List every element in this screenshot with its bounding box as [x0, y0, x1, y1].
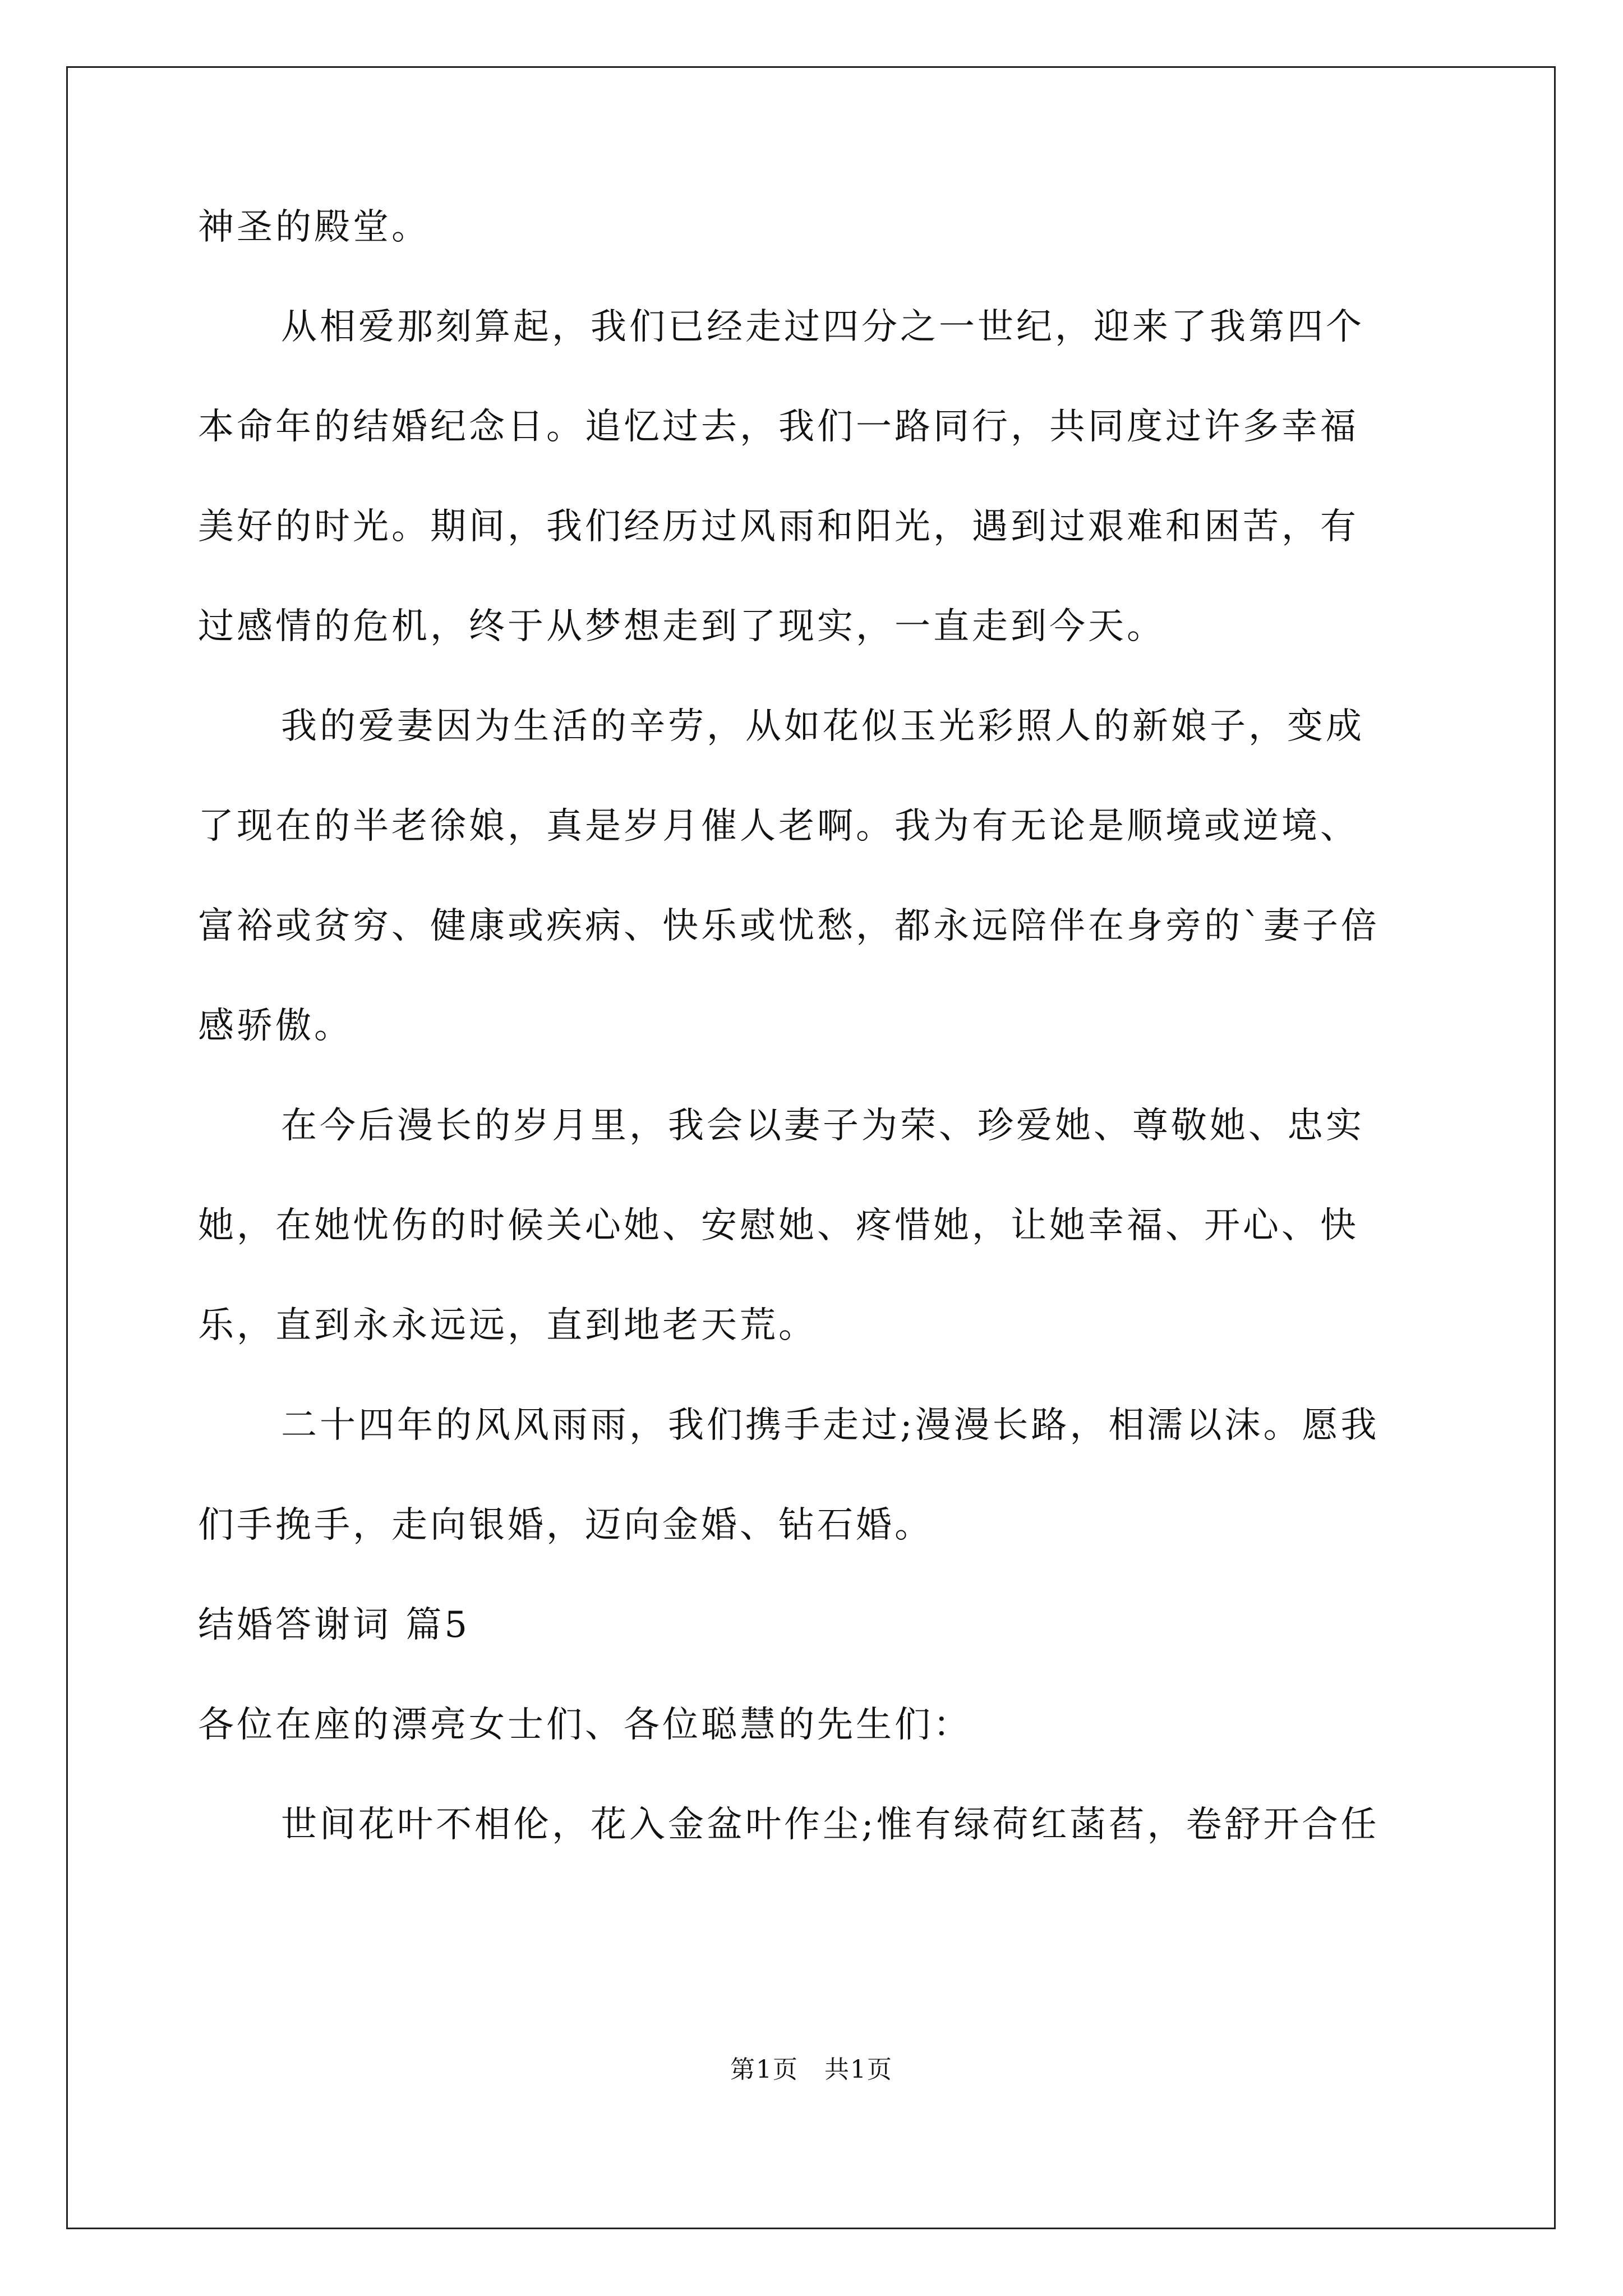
section-heading: 结婚答谢词 篇5 [198, 1604, 471, 1646]
text-line: 乐，直到永永远远，直到地老天荒。 [198, 1305, 817, 1346]
text-line: 富裕或贫穷、健康或疾病、快乐或忧愁，都永远陪伴在身旁的`妻子倍 [198, 905, 1380, 947]
salutation-line: 各位在座的漂亮女士们、各位聪慧的先生们： [198, 1704, 972, 1746]
paragraph-line: 二十四年的风风雨雨，我们携手走过;漫漫长路，相濡以沫。愿我 [281, 1405, 1380, 1446]
text-line: 神圣的殿堂。 [198, 206, 430, 248]
paragraph-line: 在今后漫长的岁月里，我会以妻子为荣、珍爱她、尊敬她、忠实 [281, 1105, 1364, 1147]
page-footer: 第1页 共1页 [730, 2055, 893, 2084]
text-line: 美好的时光。期间，我们经历过风雨和阳光，遇到过艰难和困苦，有 [198, 506, 1359, 547]
paragraph-line: 从相爱那刻算起，我们已经走过四分之一世纪，迎来了我第四个 [281, 306, 1364, 348]
text-line: 她，在她忧伤的时候关心她、安慰她、疼惜她，让她幸福、开心、快 [198, 1205, 1359, 1246]
text-line: 感骄傲。 [198, 1005, 353, 1047]
text-line: 了现在的半老徐娘，真是岁月催人老啊。我为有无论是顺境或逆境、 [198, 806, 1359, 847]
paragraph-line: 世间花叶不相伦，花入金盆叶作尘;惟有绿荷红菡萏，卷舒开合任 [281, 1804, 1380, 1846]
text-line: 们手挽手，走向银婚，迈向金婚、钻石婚。 [198, 1504, 933, 1546]
text-line: 本命年的结婚纪念日。追忆过去，我们一路同行，共同度过许多幸福 [198, 406, 1359, 448]
paragraph-line: 我的爱妻因为生活的辛劳，从如花似玉光彩照人的新娘子，变成 [281, 706, 1364, 747]
text-line: 过感情的危机，终于从梦想走到了现实，一直走到今天。 [198, 606, 1165, 647]
